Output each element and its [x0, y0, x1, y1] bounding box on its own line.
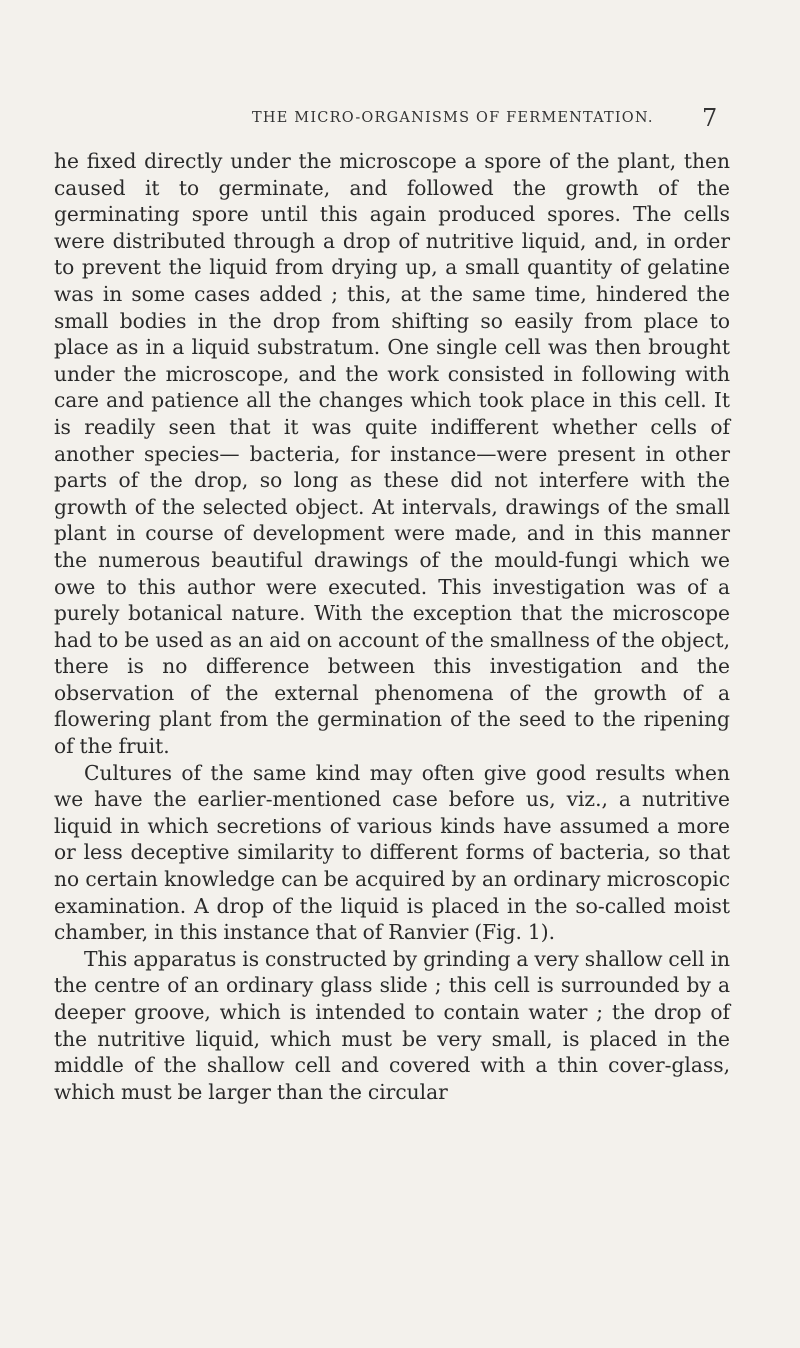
- paragraph-3: This apparatus is constructed by grinding a very shallow cell in the centre of an ordinary glass slide ; this cell is surrounded by a deeper groove, which is intended to contain water ; the drop of the nutritive liquid, which must be very small, is placed in the middle of the shallow cell and covered with a thin cover-glass, which must be larger than the circular: [54, 946, 730, 1104]
- page-number: 7: [702, 104, 718, 132]
- running-title: THE MICRO-ORGANISMS OF FERMENTATION.: [252, 110, 654, 126]
- body-text: [54, 148, 730, 1105]
- paragraph-2: Cultures of the same kind may often give good results when we have the earlier-mentioned case before us, viz., a nutritive liquid in which secretions of various kinds have assumed a more or less deceptive similarity to different forms of bacteria, so that no certain knowledge can be acquired by an ordinary microscopic examination. A drop of the liquid is placed in the so-called moist chamber, in this instance that of Ranvier (Fig. 1).: [54, 760, 730, 945]
- paragraph-1: he fixed directly under the microscope a spore of the plant, then caused it to germinate, and followed the growth of the germinating spore until this again produced spores. The cells were distributed through a drop of nutritive liquid, and, in order to prevent the liquid from drying up, a small quantity of gelatine was in some cases added ; this, at the same time, hindered the small bodies in the drop from shifting so easily from place to place as in a liquid substratum. One single cell was then brought under the microscope, and the work consisted in following with care and patience all the changes which took place in this cell. It is readily seen that it was quite indifferent whether cells of another species— bacteria, for instance—were present in other parts of the drop, so long as these did not interfere with the growth of the selected object. At intervals, drawings of the small plant in course of development were made, and in this manner the numerous beautiful drawings of the mould-fungi which we owe to this author were executed. This investigation was of a purely botanical nature. With the exception that the microscope had to be used as an aid on account of the smallness of the object, there is no difference between this investigation and the observation of the external phenomena of the growth of a flowering plant from the germination of the seed to the ripening of the fruit.: [54, 149, 730, 759]
